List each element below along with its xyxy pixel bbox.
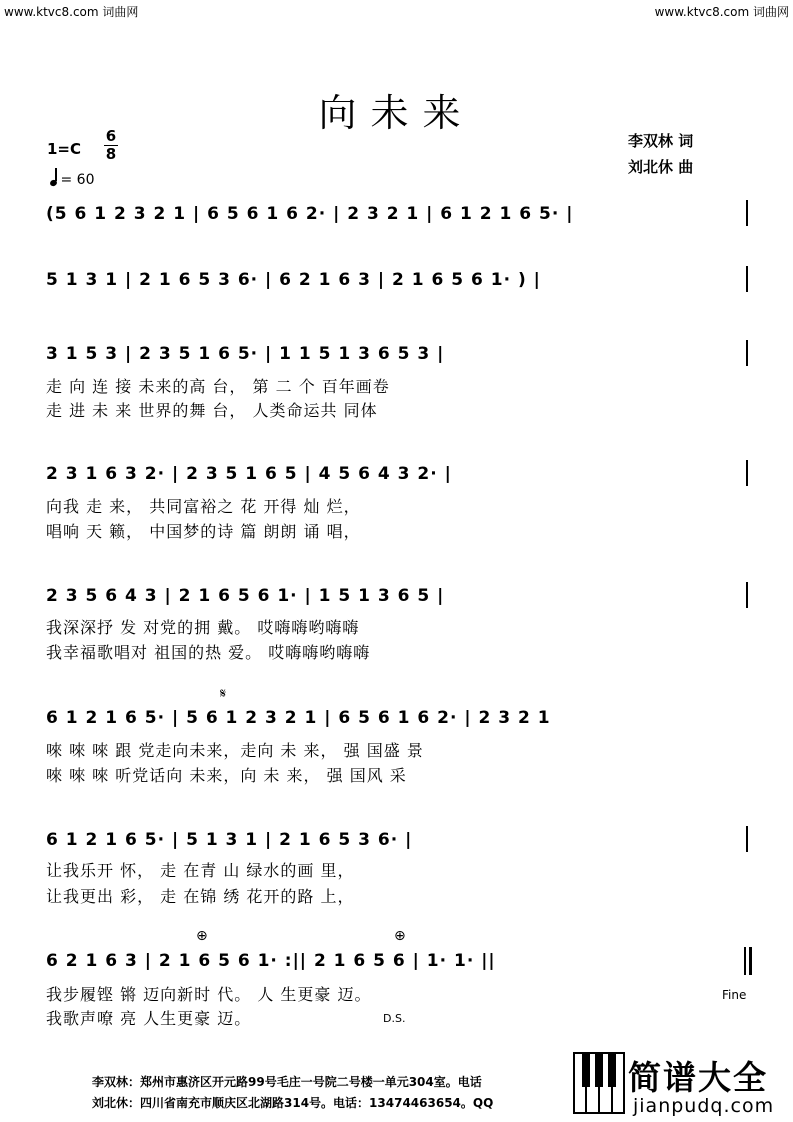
score-row-3-lyric-2: 走 进 未 来 世界的舞 台， 人类命运共 同体 [46,401,378,420]
score-row-4-notes: 2 3 1 6 3 2· | 2 3 5 1 6 5 | 4 5 6 4 3 2· | [46,464,452,484]
meter-bottom: 8 [105,145,117,163]
quarter-note-icon [49,179,58,187]
score-row-4-lyric-1: 向我 走 来， 共同富裕之 花 开得 灿 烂， [46,497,361,516]
final-barline [744,947,746,975]
lyricist-credit: 李双林 词 [628,132,694,150]
barline [746,340,748,366]
meter-top: 6 [105,127,117,145]
piano-logo-icon [573,1052,625,1114]
score-row-5-notes: 2 3 5 6 4 3 | 2 1 6 5 6 1· | 1 5 1 3 6 5 | [46,586,445,606]
tempo-marking [50,171,95,188]
coda-sign-2: ⊕ [394,928,406,944]
score-row-7-lyric-2: 让我更出 彩， 走 在锦 绣 花开的路 上， [46,887,355,906]
score-row-5-lyric-2: 我幸福歌唱对 祖国的热 爱。 哎嗨嗨哟嗨嗨 [46,643,371,662]
barline [746,826,748,852]
barline [746,460,748,486]
score-row-6-notes: 6 1 2 1 6 5· | 5 6 1 2 3 2 1 | 6 5 6 1 6 2· | 2 3 2 1 [46,708,551,728]
key-signature: 1=C [47,140,82,158]
final-barline-thick [749,947,752,975]
tempo-value: = 60 [60,172,95,188]
ds-marking: D.S. [383,1012,406,1025]
song-title: 向未来 [318,91,475,135]
segno-sign: 𝄋 [220,686,227,702]
barline [746,200,748,226]
score-row-3-lyric-1: 走 向 连 接 未来的高 台， 第 二 个 百年画卷 [46,377,390,396]
score-row-8-lyric-1: 我步履铿 锵 迈向新时 代。 人 生更豪 迈。 [46,985,372,1004]
score-row-1-notes: (5 6 1 2 3 2 1 | 6 5 6 1 6 2· | 2 3 2 1 | 6 1 2 1 6 5· | [46,204,574,224]
site-watermark-right: www.ktvc8.com 词曲网 [654,5,789,19]
score-row-8-lyric-2: 我歌声嘹 亮 人生更豪 迈。 [46,1009,252,1028]
brand-url: jianpudq.com [633,1095,775,1117]
fine-marking: Fine [722,988,747,1002]
composer-credit: 刘北休 曲 [628,158,694,176]
footer-contact-lyricist: 李双林：郑州市惠济区开元路99号毛庄一号院二号楼一单元304室。电话 [92,1075,482,1089]
coda-sign-1: ⊕ [196,928,208,944]
site-watermark-left: www.ktvc8.com 词曲网 [4,5,139,19]
score-row-6-lyric-1: 唻 唻 唻 跟 党走向未来，走向 未 来， 强 国盛 景 [46,741,424,760]
barline [746,582,748,608]
score-row-8-notes: 6 2 1 6 3 | 2 1 6 5 6 1· :|| 2 1 6 5 6 | 1· 1· || [46,951,496,971]
time-signature [104,128,118,163]
score-row-2-notes: 5 1 3 1 | 2 1 6 5 3 6· | 6 2 1 6 3 | 2 1 6 5 6 1· ) | [46,270,541,290]
score-row-6-lyric-2: 唻 唻 唻 听党话向 未来，向 未 来， 强 国风 采 [46,766,407,785]
score-row-7-lyric-1: 让我乐开 怀， 走 在青 山 绿水的画 里， [46,861,355,880]
score-row-7-notes: 6 1 2 1 6 5· | 5 1 3 1 | 2 1 6 5 3 6· | [46,830,413,850]
score-row-5-lyric-1: 我深深抒 发 对党的拥 戴。 哎嗨嗨哟嗨嗨 [46,618,360,637]
score-row-4-lyric-2: 唱响 天 籁， 中国梦的诗 篇 朗朗 诵 唱， [46,522,361,541]
footer-contact-composer: 刘北休：四川省南充市顺庆区北湖路314号。电话：13474463654。QQ [92,1096,494,1110]
score-row-3-notes: 3 1 5 3 | 2 3 5 1 6 5· | 1 1 5 1 3 6 5 3 | [46,344,445,364]
barline [746,266,748,292]
brand-name: 简谱大全 [628,1058,768,1097]
